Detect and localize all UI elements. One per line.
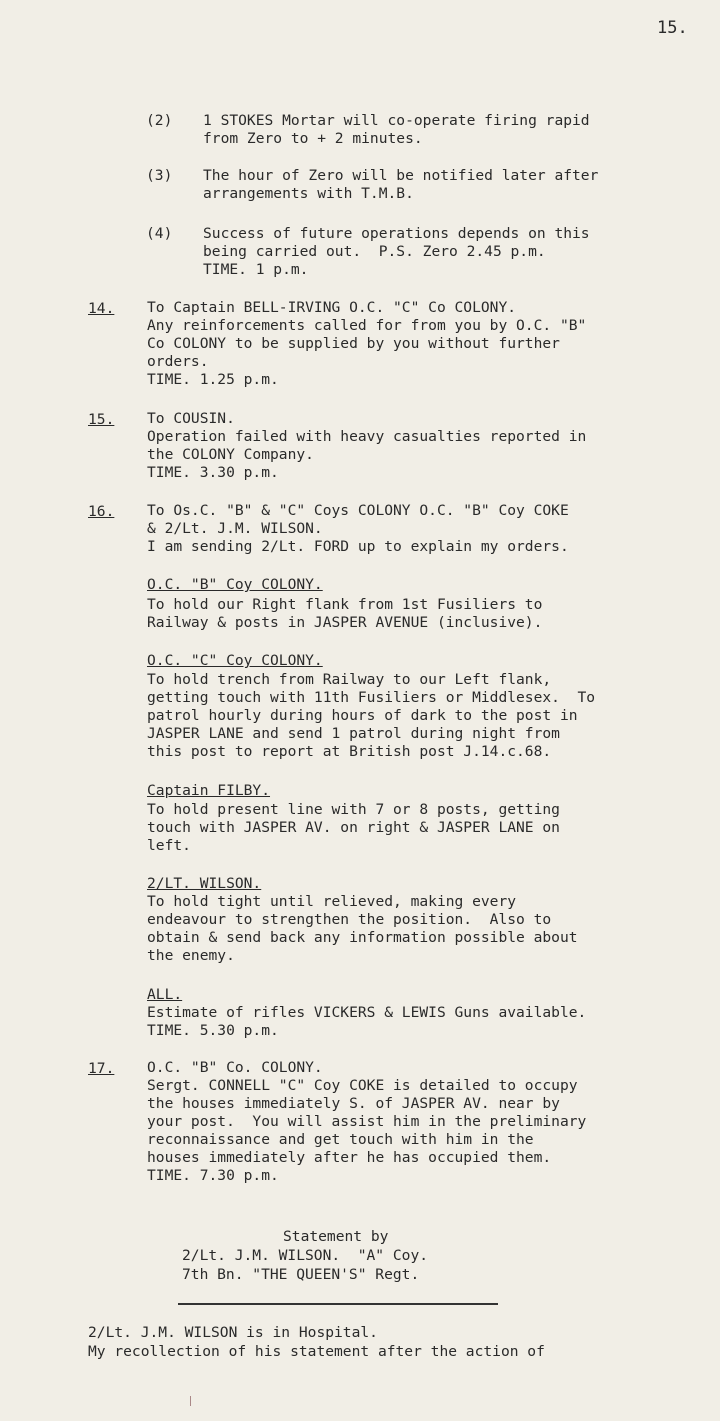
- message-line: your post. You will assist him in the preliminary: [147, 1113, 587, 1130]
- order-heading: 2/LT. WILSON.: [147, 875, 262, 892]
- message-number: 16.: [88, 503, 115, 520]
- message-line: reconnaissance and get touch with him in the: [147, 1131, 534, 1148]
- message-line: Operation failed with heavy casualties reported in: [147, 428, 587, 445]
- order-line: patrol hourly during hours of dark to the post in: [147, 707, 578, 724]
- sub-item-num: (2): [146, 112, 173, 129]
- message-line: To COUSIN.: [147, 410, 235, 427]
- order-line: endeavour to strengthen the position. Also to: [147, 911, 552, 928]
- order-line: To hold our Right flank from 1st Fusiliers to: [147, 596, 543, 613]
- order-heading: O.C. "B" Coy COLONY.: [147, 576, 323, 593]
- message-line: TIME. 7.30 p.m.: [147, 1167, 279, 1184]
- message-line: Any reinforcements called for from you by O.C. "B": [147, 317, 587, 334]
- order-line: TIME. 5.30 p.m.: [147, 1022, 279, 1039]
- footer-line: 2/Lt. J.M. WILSON is in Hospital.: [88, 1324, 378, 1341]
- order-line: To hold tight until relieved, making every: [147, 893, 517, 910]
- sub-item-num: (3): [146, 167, 173, 184]
- message-line: TIME. 1.25 p.m.: [147, 371, 279, 388]
- order-line: this post to report at British post J.14.c.68.: [147, 743, 552, 760]
- order-line: To hold trench from Railway to our Left flank,: [147, 671, 552, 688]
- message-line: I am sending 2/Lt. FORD up to explain my orders.: [147, 538, 569, 555]
- message-number: 17.: [88, 1060, 115, 1077]
- message-line: orders.: [147, 353, 209, 370]
- sub-item-line: Success of future operations depends on this: [203, 225, 590, 242]
- order-line: Railway & posts in JASPER AVENUE (inclusive).: [147, 614, 543, 631]
- order-line: JASPER LANE and send 1 patrol during night from: [147, 725, 560, 742]
- statement-line: 7th Bn. "THE QUEEN'S" Regt.: [182, 1266, 420, 1283]
- statement-line: 2/Lt. J.M. WILSON. "A" Coy.: [182, 1247, 429, 1264]
- order-line: obtain & send back any information possible about: [147, 929, 578, 946]
- page-number: 15.: [657, 18, 688, 38]
- message-line: houses immediately after he has occupied them.: [147, 1149, 552, 1166]
- order-line: touch with JASPER AV. on right & JASPER LANE on: [147, 819, 560, 836]
- message-line: the COLONY Company.: [147, 446, 314, 463]
- message-line: TIME. 3.30 p.m.: [147, 464, 279, 481]
- horizontal-rule: [178, 1303, 498, 1305]
- message-line: Sergt. CONNELL "C" Coy COKE is detailed to occupy: [147, 1077, 578, 1094]
- message-line: Co COLONY to be supplied by you without further: [147, 335, 560, 352]
- order-line: left.: [147, 837, 191, 854]
- message-line: To Os.C. "B" & "C" Coys COLONY O.C. "B" Coy COKE: [147, 502, 569, 519]
- order-line: getting touch with 11th Fusiliers or Middlesex. To: [147, 689, 596, 706]
- order-line: the enemy.: [147, 947, 235, 964]
- order-line: Estimate of rifles VICKERS & LEWIS Guns available.: [147, 1004, 587, 1021]
- message-line: O.C. "B" Co. COLONY.: [147, 1059, 323, 1076]
- sub-item-line: The hour of Zero will be notified later after: [203, 167, 599, 184]
- message-line: & 2/Lt. J.M. WILSON.: [147, 520, 323, 537]
- order-line: To hold present line with 7 or 8 posts, getting: [147, 801, 560, 818]
- sub-item-line: 1 STOKES Mortar will co-operate firing rapid: [203, 112, 590, 129]
- sub-item-line: being carried out. P.S. Zero 2.45 p.m.: [203, 243, 546, 260]
- sub-item-line: TIME. 1 p.m.: [203, 261, 309, 278]
- order-heading: ALL.: [147, 986, 183, 1003]
- footer-line: My recollection of his statement after the action of: [88, 1343, 545, 1360]
- message-line: To Captain BELL-IRVING O.C. "C" Co COLONY.: [147, 299, 517, 316]
- sub-item-num: (4): [146, 225, 173, 242]
- sub-item-line: from Zero to + 2 minutes.: [203, 130, 423, 147]
- message-number: 15.: [88, 411, 115, 428]
- message-line: the houses immediately S. of JASPER AV. near by: [147, 1095, 560, 1112]
- message-number: 14.: [88, 300, 115, 317]
- sub-item-line: arrangements with T.M.B.: [203, 185, 414, 202]
- order-heading: O.C. "C" Coy COLONY.: [147, 652, 323, 669]
- statement-line: Statement by: [283, 1228, 389, 1245]
- order-heading: Captain FILBY.: [147, 782, 271, 799]
- pen-mark: [190, 1396, 191, 1406]
